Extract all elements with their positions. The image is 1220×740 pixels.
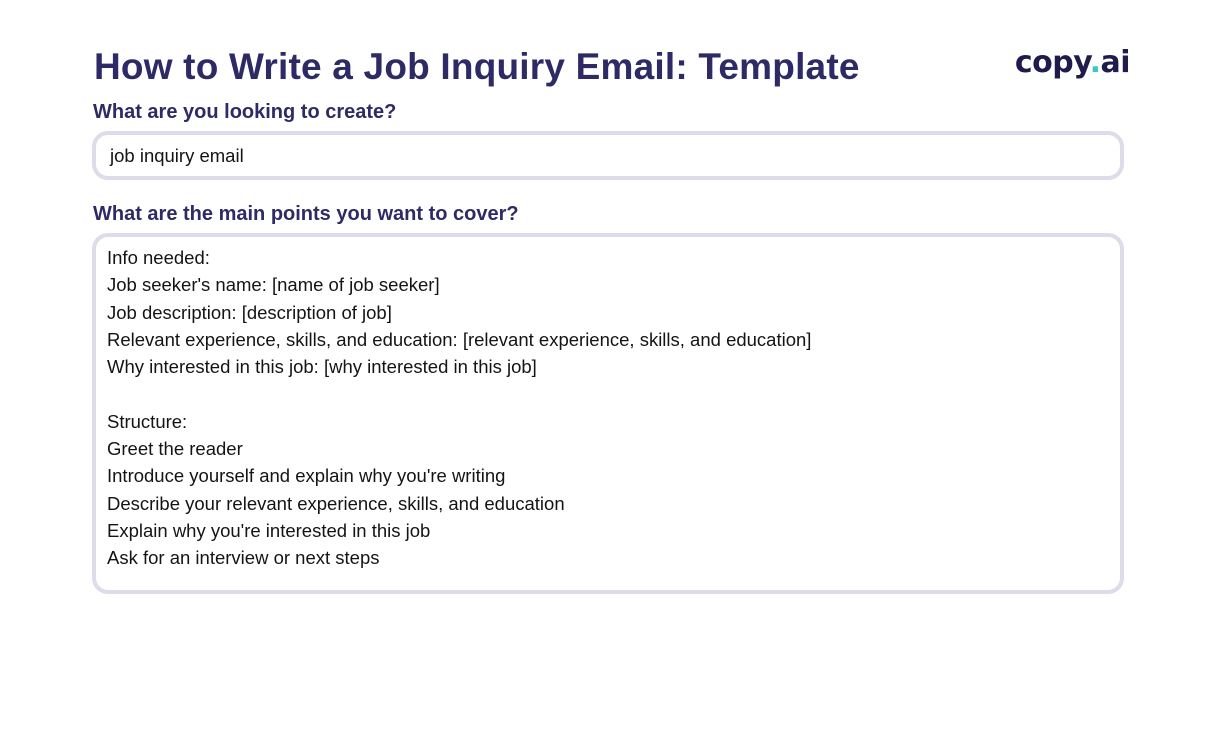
- logo-dot: .: [1089, 45, 1101, 80]
- main-points-line: Greet the reader: [107, 438, 243, 460]
- page-title: How to Write a Job Inquiry Email: Template: [94, 46, 860, 87]
- main-points-line: Structure:: [107, 410, 188, 432]
- main-points-line: Job description: [description of job]: [107, 301, 392, 323]
- main-points-line: Introduce yourself and explain why you're writing: [107, 465, 506, 487]
- main-points-line: Why interested in this job: [why interested in this job]: [107, 356, 537, 378]
- main-points-line: Info needed:: [107, 247, 210, 268]
- main-points-line: Job seeker's name: [name of job seeker]: [107, 274, 440, 296]
- main-points-line: Explain why you're interested in this job: [107, 519, 431, 541]
- main-points-textarea[interactable]: [92, 233, 1124, 594]
- logo-text-copy: copy: [1014, 45, 1090, 80]
- main-points-line: [107, 380, 1120, 407]
- copy-ai-logo: [1015, 42, 1130, 84]
- create-input[interactable]: [92, 131, 1124, 180]
- main-points-line: Describe your relevant experience, skills, and education: [107, 492, 565, 514]
- create-input-value: job inquiry email: [110, 145, 244, 166]
- main-points-question-label: What are the main points you want to cover?: [93, 203, 519, 225]
- create-question-label: What are you looking to create?: [93, 101, 397, 123]
- logo-text-ai: ai: [1100, 45, 1130, 80]
- main-points-lines: [107, 244, 1120, 572]
- main-points-line: Ask for an interview or next steps: [107, 547, 380, 569]
- main-points-line: Relevant experience, skills, and education: [relevant experience, skills, and education]: [107, 328, 812, 350]
